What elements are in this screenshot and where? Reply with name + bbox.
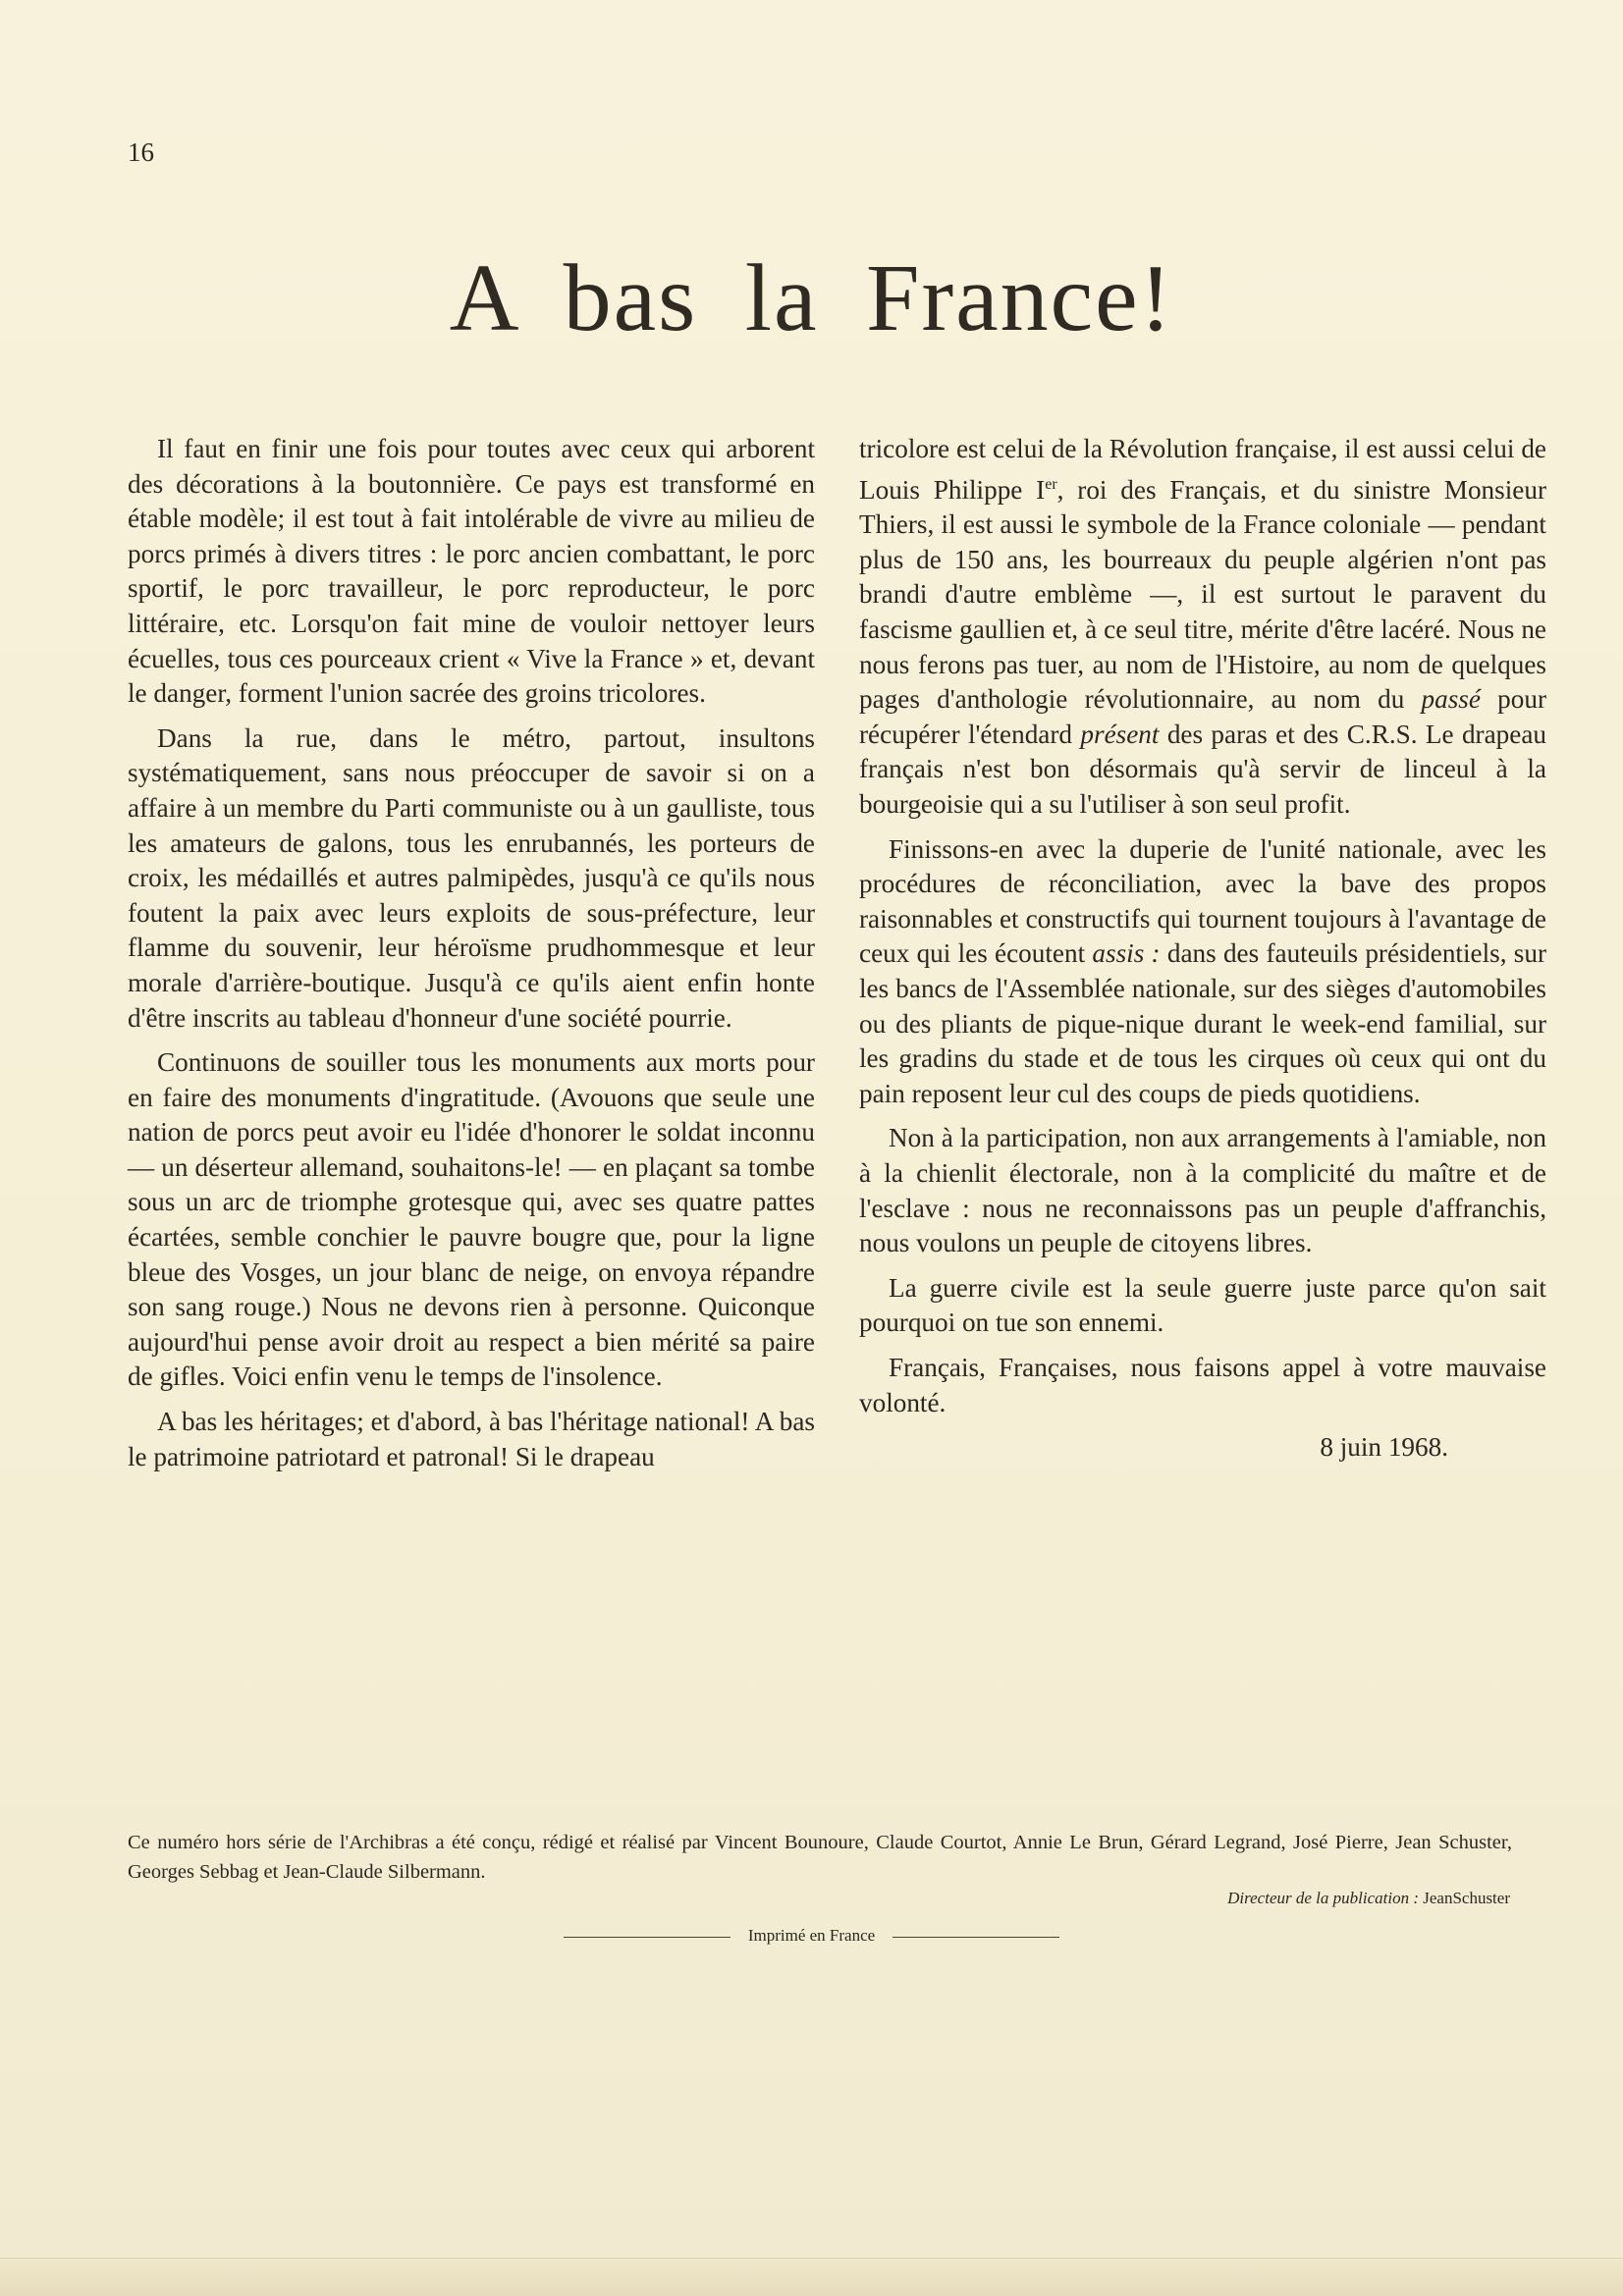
divider (893, 1937, 1059, 1938)
paragraph: Il faut en finir une fois pour toutes avec ceux qui arborent des décorations à la boutonnière. Ce pays est transformé en étable modèle; il est tout à fait intolérable de vivre au milieu de porcs primés à divers titres : le porc ancien combattant, le porc sportif, le porc travailleur, le porc reproducteur, le porc littéraire, etc. Lorsqu'on fait mine de vouloir nettoyer leurs écuelles, tous ces pourceaux crient « Vive la France » et, devant le danger, forment l'union sacrée des groins tricolores. (128, 434, 815, 709)
director-label: Directeur de la publication : (1227, 1889, 1419, 1907)
text-run: pour récupérer l'étendard (859, 684, 1546, 749)
text-run: Finissons-en avec la duperie de l'unité nationale, avec les procédures de réconciliation, avec la bave des propos raisonnables et constructifs qui tournent toujours à l'avantage de ceux qui les écoutent (859, 833, 1546, 969)
director-name: JeanSchuster (1423, 1889, 1510, 1907)
text-run: tricolore est celui de la Révolution française, il est aussi celui de Louis Philippe I (859, 434, 1546, 505)
paragraph: La guerre civile est la seule guerre juste parce qu'on sait pourquoi on tue son ennemi. (859, 1272, 1546, 1338)
publication-director (1227, 1887, 1510, 1910)
right-column (859, 432, 1546, 1475)
paragraph: Continuons de souiller tous les monuments aux morts pour en faire des monuments d'ingratitude. (Avouons que seule une nation de porcs peut avoir eu l'idée d'honorer le soldat inconnu — un déserteur allemand, souhaitons-le! — en plaçant sa tombe sous un arc de triomphe grotesque qui, avec ses quatre pattes écartées, semble conchier le pauvre bougre que, pour la ligne bleue des Vosges, un jour blanc de neige, on envoya répandre son sang rouge.) Nous ne devons rien à personne. Quiconque aujourd'hui pense avoir droit au respect a bien mérité sa paire de gifles. Voici enfin venu le temps de l'insolence. (128, 1047, 815, 1392)
article-date: 8 juin 1968. (1320, 1432, 1448, 1463)
paragraph: Dans la rue, dans le métro, partout, insultons systématiquement, sans nous préoccuper de savoir si on a affaire à un membre du Parti communiste ou à un gaulliste, tous les amateurs de galons, tous les enrubannés, les porteurs de croix, les médaillés et autres palmipèdes, jusqu'à ce qu'ils nous foutent la paix avec leurs exploits de sous-préfecture, leur flamme du souvenir, leur héroïsme prudhommesque et leur morale d'arrière-boutique. Jusqu'à ce qu'ils aient enfin honte d'être inscrits au tableau d'honneur d'une société pourrie. (128, 722, 815, 1033)
paragraph: A bas les héritages; et d'abord, à bas l'héritage national! A bas le patrimoine patriotard et patronal! Si le drapeau (128, 1407, 815, 1471)
page-edge (0, 2258, 1623, 2296)
italic-text: assis : (1092, 938, 1161, 969)
divider (564, 1937, 730, 1938)
page-number: 16 (128, 137, 154, 167)
italic-text: passé (1421, 684, 1481, 715)
article-title: A bas la France! (449, 245, 1174, 351)
printed-line (0, 1926, 1623, 1946)
credits: Ce numéro hors série de l'Archibras a été conçu, rédigé et réalisé par Vincent Bounoure, Claude Courtot, Annie Le Brun, Gérard Legrand, José Pierre, Jean Schuster, Georges Sebbag et Jean-Claude Silbermann. (128, 1832, 1512, 1883)
printed-text: Imprimé en France (747, 1926, 876, 1945)
superscript: er (1045, 475, 1057, 493)
paragraph: Non à la participation, non aux arrangements à l'amiable, non à la chienlit électorale, non à la complicité du maître et de l'esclave : nous ne reconnaissons pas un peuple d'affranchis, nous voulons un peuple de citoyens libres. (859, 1123, 1546, 1258)
paragraph: Français, Françaises, nous faisons appel à votre mauvaise volonté. (859, 1352, 1546, 1417)
paragraph (859, 432, 1546, 823)
text-run: , roi des Français, et du sinistre Monsieur Thiers, il est aussi le symbole de la France coloniale — pendant plus de 150 ans, les bourreaux du peuple algérien n'ont pas brandi d'autre emblème —, il est surtout le paravent du fascisme gaullien et, à ce seul titre, mérite d'être lacéré. Nous ne nous ferons pas tuer, au nom de l'Histoire, au nom de quelques pages d'anthologie révolutionnaire, au nom du (859, 474, 1546, 715)
text-run: dans des fauteuils présidentiels, sur les bancs de l'Assemblée nationale, sur des sièges d'automobiles ou des pliants de pique-nique durant le week-end familial, sur les gradins du stade et de tous les cirques où ceux qui ont du pain reposent leur cul des coups de pieds quotidiens. (859, 938, 1547, 1108)
article-body (128, 432, 1547, 1541)
italic-text: présent (1080, 719, 1160, 749)
paragraph (859, 832, 1546, 1112)
text-run: des paras et des C.R.S. Le drapeau français n'est bon désormais qu'à servir de linceul à la bourgeoisie qui a su l'utiliser à son seul profit. (859, 719, 1546, 819)
left-column (128, 432, 815, 1484)
